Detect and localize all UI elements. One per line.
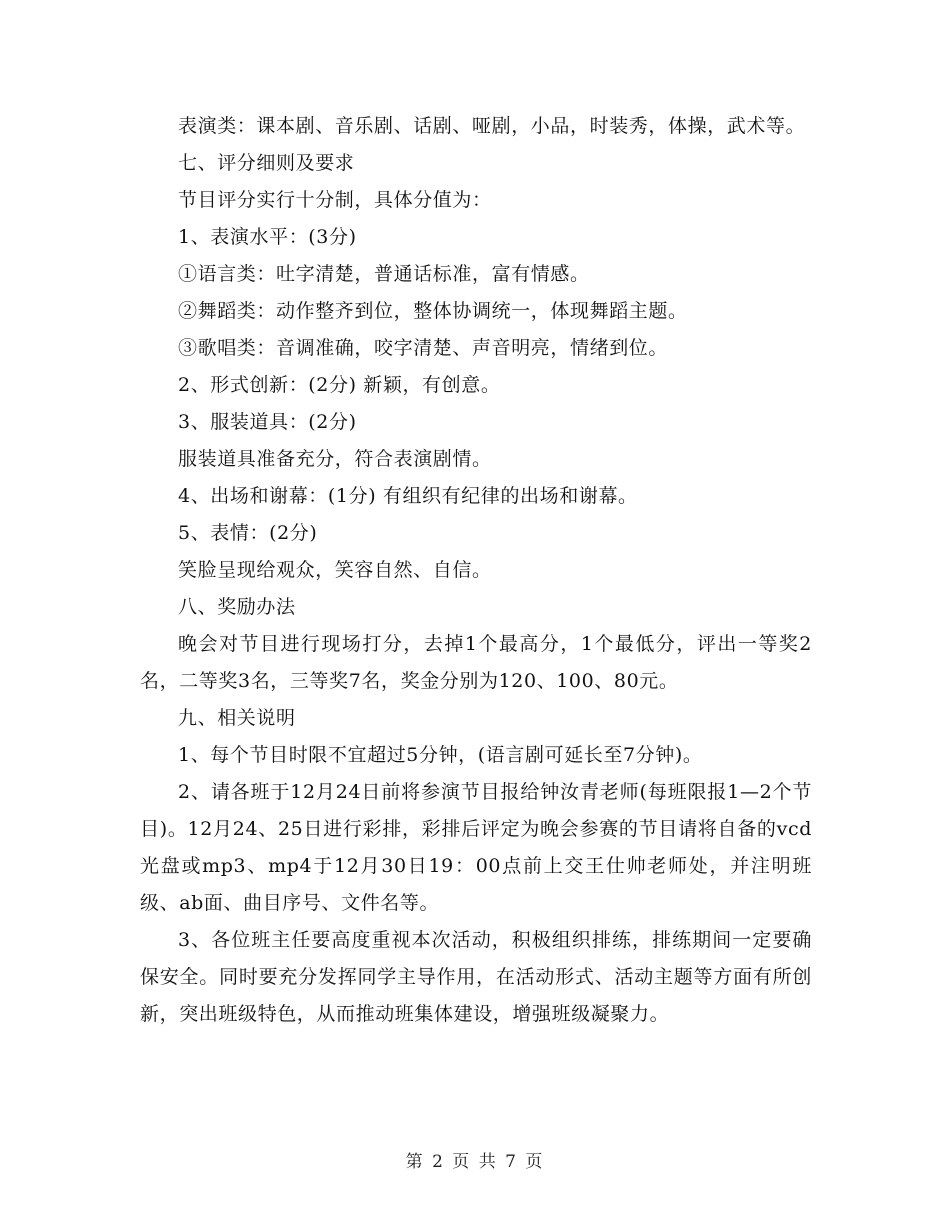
list-item-form-innovation: 2、形式创新：(2分) 新颖，有创意。 <box>178 374 501 396</box>
paragraph-expression-detail: 笑脸呈现给观众，笑容自然、自信。 <box>178 559 492 581</box>
list-item-registration: 2、请各班于12月24日前将参演节目报给钟汝青老师(每班限报1—2个节目)。12月24、25日进行彩排，彩排后评定为晚会参赛的节目请将自备的vcd光盘或mp3、mp4于12月30日19：00点前上交王仕帅老师处，并注明班级、ab面、曲目序号、文件名等。 <box>140 781 812 914</box>
page-number-footer: 第 2 页 共 7 页 <box>405 1152 545 1172</box>
paragraph-awards-detail: 晚会对节目进行现场打分，去掉1个最高分，1个最低分，评出一等奖2名，二等奖3名，三等奖7名，奖金分别为120、100、80元。 <box>140 633 812 692</box>
list-item-teacher-responsibility: 3、各位班主任要高度重视本次活动，积极组织排练，排练期间一定要确保安全。同时要充分发挥同学主导作用，在活动形式、活动主题等方面有所创新，突出班级特色，从而推动班集体建设，增强班级凝聚力。 <box>140 929 812 1025</box>
section-heading-awards: 八、奖励办法 <box>178 596 296 618</box>
list-item-language-category: ①语言类：吐字清楚，普通话标准，富有情感。 <box>178 263 590 285</box>
paragraph-performance-categories: 表演类：课本剧、音乐剧、话剧、哑剧，小品，时装秀，体操，武术等。 <box>178 115 806 137</box>
paragraph-scoring-intro: 节目评分实行十分制，具体分值为： <box>178 189 492 211</box>
paragraph-costume-props-detail: 服装道具准备充分，符合表演剧情。 <box>178 448 492 470</box>
list-item-dance-category: ②舞蹈类：动作整齐到位，整体协调统一，体现舞蹈主题。 <box>178 300 688 322</box>
list-item-performance-level: 1、表演水平：(3分) <box>178 226 357 248</box>
document-body <box>140 108 812 1033</box>
section-heading-scoring-rules: 七、评分细则及要求 <box>178 152 355 174</box>
list-item-time-limit: 1、每个节目时限不宜超过5分钟，(语言剧可延长至7分钟)。 <box>178 744 703 766</box>
list-item-singing-category: ③歌唱类：音调准确，咬字清楚、声音明亮，情绪到位。 <box>178 337 669 359</box>
list-item-entrance-curtain-call: 4、出场和谢幕：(1分) 有组织有纪律的出场和谢幕。 <box>178 485 638 507</box>
section-heading-notes: 九、相关说明 <box>178 707 296 729</box>
list-item-expression: 5、表情：(2分) <box>178 522 318 544</box>
list-item-costume-props: 3、服装道具：(2分) <box>178 411 357 433</box>
